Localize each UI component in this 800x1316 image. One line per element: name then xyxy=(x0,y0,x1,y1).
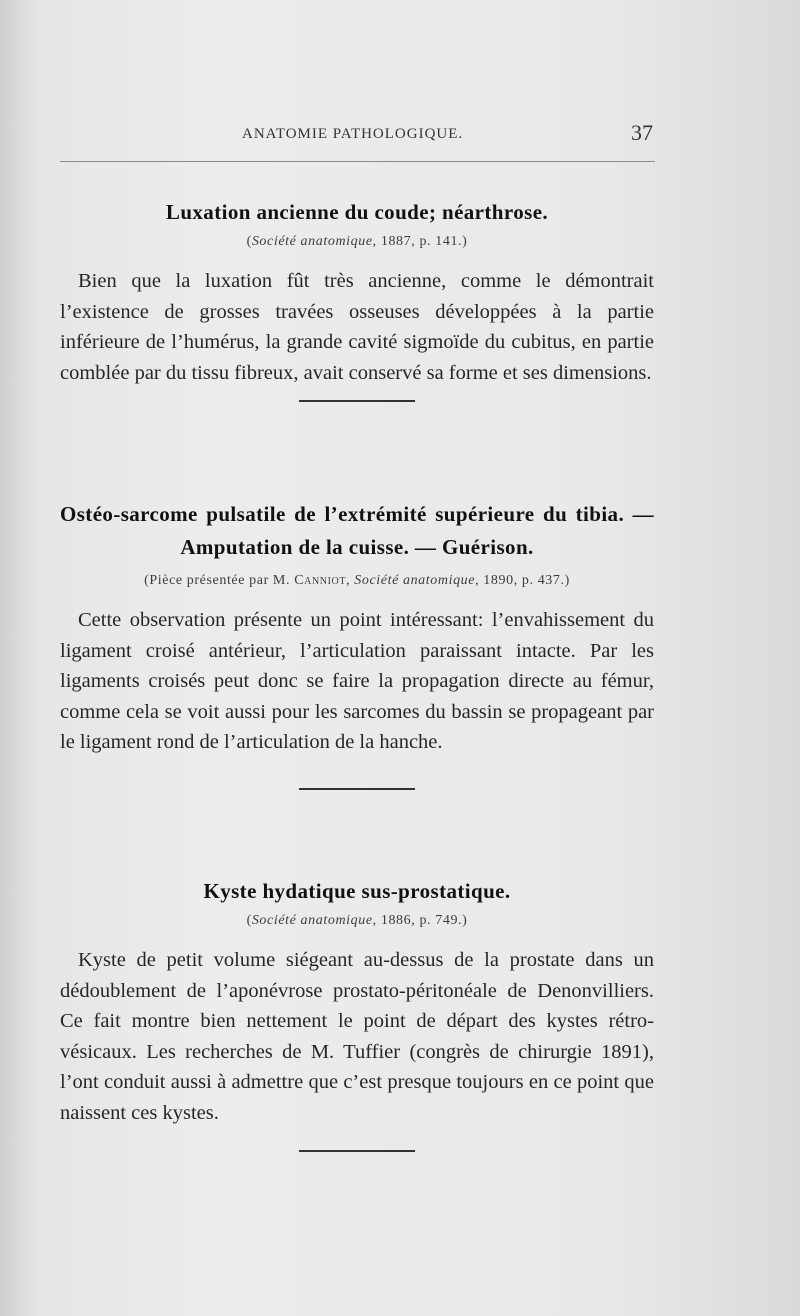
source-journal: Société anatomique xyxy=(251,913,373,928)
section-paragraph: Kyste de petit volume siégeant au-dessus de la prostate dans un dédoublement de l’aponévrose prostato-péritonéale de Denonvilliers. Ce fait montre bien nettement le point de départ des kystes rétro-vésicaux. Les recherches de M. Tuffier (congrès de chirurgie 1891), l’ont conduit aussi à admettre que c’est presque toujours en ce point que naissent ces kystes. xyxy=(60,949,654,1124)
header-rule xyxy=(60,161,655,162)
page-number: 37 xyxy=(631,120,653,145)
section-osteo-sarcome xyxy=(60,498,654,790)
section-kyste xyxy=(60,879,654,1152)
section-separator xyxy=(299,1150,415,1152)
section-luxation xyxy=(60,200,654,402)
section-separator xyxy=(299,400,415,402)
page-header xyxy=(60,120,653,156)
source-author: Canniot xyxy=(294,573,347,588)
source-journal: Société anatomique xyxy=(354,573,476,588)
section-source: (Société anatomique, 1887, p. 141.) xyxy=(246,234,468,249)
section-paragraph: Bien que la luxation fût très ancienne, comme le démontrait l’existence de grosses travées osseuses développées à la partie inférieure de l’humérus, la grande cavité sigmoïde du cubitus, en partie comblée par du tissu fibreux, avait conservé sa forme et ses dimensions. xyxy=(60,270,654,384)
section-source: (Société anatomique, 1886, p. 749.) xyxy=(246,913,468,928)
running-head: ANATOMIE PATHOLOGIQUE. xyxy=(242,126,464,142)
section-title: Kyste hydatique sus-prostatique. xyxy=(203,879,511,903)
section-paragraph: Cette observation présente un point intéressant: l’envahissement du ligament croisé antérieur, l’articulation paraissant intacte. Par les ligaments croisés peut donc se faire la propagation directe au fémur, comme cela se voit aussi pour les sarcomes du bassin se propageant par le ligament rond de l’articulation de la hanche. xyxy=(60,609,654,753)
section-separator xyxy=(299,788,415,790)
section-source: (Pièce présentée par M. Canniot, Société anatomique, 1890, p. 437.) xyxy=(144,573,570,588)
section-title: Luxation ancienne du coude; néarthrose. xyxy=(165,200,549,224)
source-journal: Société anatomique xyxy=(251,234,373,249)
section-title: Ostéo-sarcome pulsatile de l’extrémité supérieure du tibia. — Amputation de la cuisse. — Guérison. xyxy=(60,502,654,559)
